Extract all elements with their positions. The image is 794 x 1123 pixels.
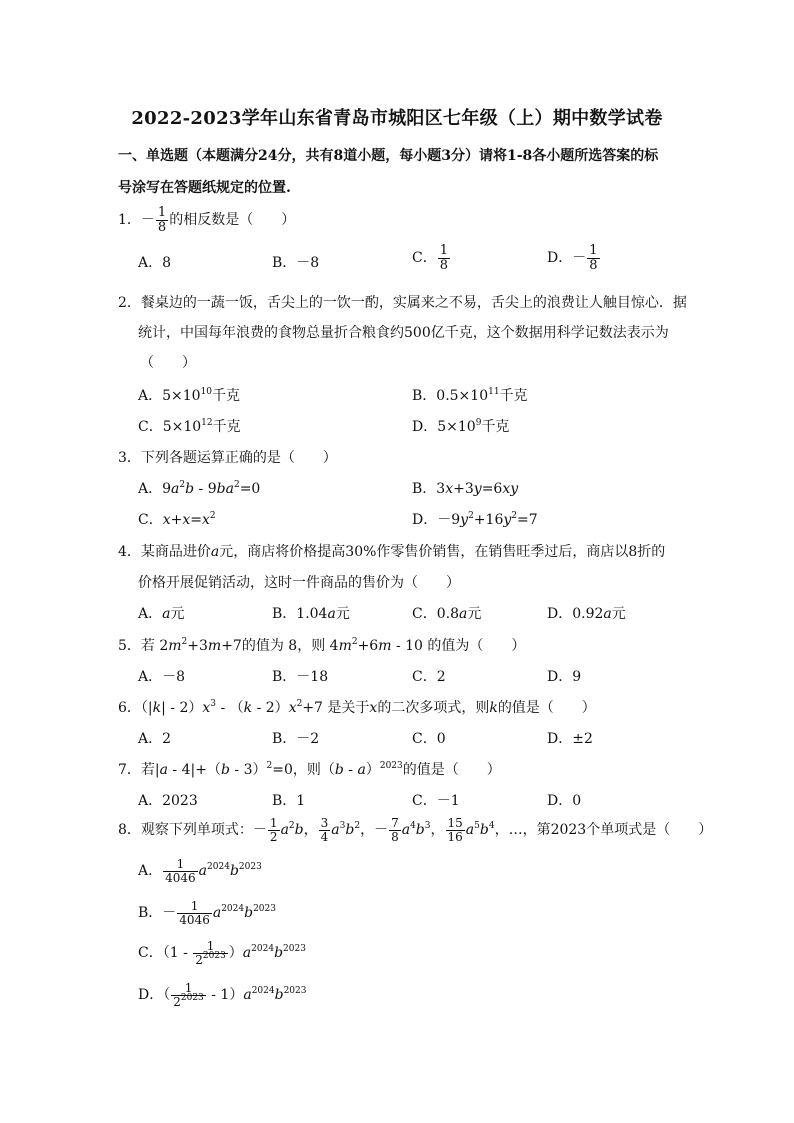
q1-stem: 的相反数是（ ）	[169, 212, 296, 229]
q2-option-a: A．$5\times 10^{10}$千克	[138, 387, 241, 404]
question-8: 8．观察下列单项式：－ $\frac{1}{2}$ $a^2b$， $\frac{3}{4}$ $a^3b^2$，－ $\frac{7}{8}$ $a^4b^3$， $\frac{15}{16}$ $a^5b^4$，…，第2023个单项式是（ ）	[118, 816, 713, 844]
q3-option-d: D．$-9y^2+16y^2=7$	[412, 511, 538, 528]
question-5: 5．若 $2m^2+3m+7$的值为 8，则 $4m^2+6m - 10$ 的值为（ ）	[118, 637, 526, 654]
q2-option-c: C．$5\times 10^{12}$千克	[138, 418, 241, 435]
q1-option-d: D．－ $\frac{1}{8}$	[547, 243, 598, 273]
q4-option-a: A．a元	[138, 606, 185, 622]
q1-option-a: A．8	[138, 255, 172, 271]
question-4-line1: 4．某商品进价a元，商店将价格提高30%作零售价销售，在销售旺季过后，商店以8折的	[118, 544, 666, 560]
q5-option-d: D．9	[547, 669, 582, 685]
q2-option-d: D．$5\times 10^9$千克	[412, 418, 510, 435]
q1-sign: －	[140, 212, 155, 229]
q5-option-b: B．－18	[272, 669, 329, 685]
question-1	[118, 206, 295, 234]
q8-option-b: B．－ $\frac{1}{4046}$ $a^{2024}b^{2023}$	[138, 899, 276, 927]
q6-option-a: A．2	[138, 731, 172, 747]
q1-number: 1．	[118, 212, 141, 229]
q1-option-b: B．－8	[272, 255, 320, 271]
q4-option-c: C．0.8a元	[412, 606, 482, 622]
question-4-line2: 价格开展促销活动，这时一件商品的售价为（ ）	[138, 575, 460, 591]
q7-option-c: C．－1	[412, 793, 460, 809]
q3-option-b: B．3x+3y=6xy	[412, 481, 519, 497]
question-6: 6．$(|k| - 2)x^3 - (k - 2)x^2+7$ 是关于x的二次多项式，则k的值是（ ）	[118, 699, 596, 716]
q3-option-a: A．$9a^2b - 9ba^2=0$	[138, 480, 261, 497]
q4-option-b: B．1.04a元	[272, 606, 350, 622]
q1-option-c: C． $\frac{1}{8}$	[412, 243, 448, 273]
q6-option-c: C．0	[412, 731, 446, 747]
question-2-line1: 2．餐桌边的一蔬一饭，舌尖上的一饮一酌，实属来之不易，舌尖上的浪费让人触目惊心．据	[118, 295, 687, 311]
question-2-line2: 统计，中国每年浪费的食物总量折合粮食约500亿千克，这个数据用科学记数法表示为	[138, 325, 669, 341]
q6-option-d: D．±2	[547, 731, 593, 747]
q4-option-d: D．0.92a元	[547, 606, 626, 622]
q7-option-b: B．1	[272, 793, 306, 809]
section-heading-line2: 号涂写在答题纸规定的位置.	[118, 180, 291, 196]
question-2-line3: （ ）	[140, 355, 196, 371]
q5-option-c: C．2	[412, 669, 446, 685]
q8-option-a: A． $\frac{1}{4046}$ $a^{2024}b^{2023}$	[138, 857, 262, 885]
q7-option-d: D．0	[547, 793, 582, 809]
q8-option-c: C．（1 - $\frac{1}{2^{2023}}$ ）$a^{2024}b^{2023}$	[138, 939, 306, 967]
section-heading-line1: 一、单选题（本题满分24分，共有8道小题，每小题3分）请将1-8各小题所选答案的标	[118, 148, 659, 164]
q7-option-a: A．2023	[138, 793, 198, 809]
q1-fraction: $\frac{1}{8}$	[157, 205, 167, 235]
q6-option-b: B．－2	[272, 731, 320, 747]
exam-title: 2022-2023学年山东省青岛市城阳区七年级（上）期中数学试卷	[131, 108, 663, 129]
q2-option-b: B．$0.5\times 10^{11}$千克	[412, 387, 528, 404]
q5-option-a: A．－8	[138, 669, 186, 685]
q8-option-d: D．（ $\frac{1}{2^{2023}}$ - $1)a^{2024}b^{2023}$	[138, 981, 307, 1009]
question-3: 3．下列各题运算正确的是（ ）	[118, 450, 337, 466]
q3-option-c: C．$x+x=x^2$	[138, 511, 216, 528]
question-7: 7．若|a - 4|+（b - 3）$^2$=0，则（b - a）$^{2023}$的值是（ ）	[118, 761, 501, 778]
